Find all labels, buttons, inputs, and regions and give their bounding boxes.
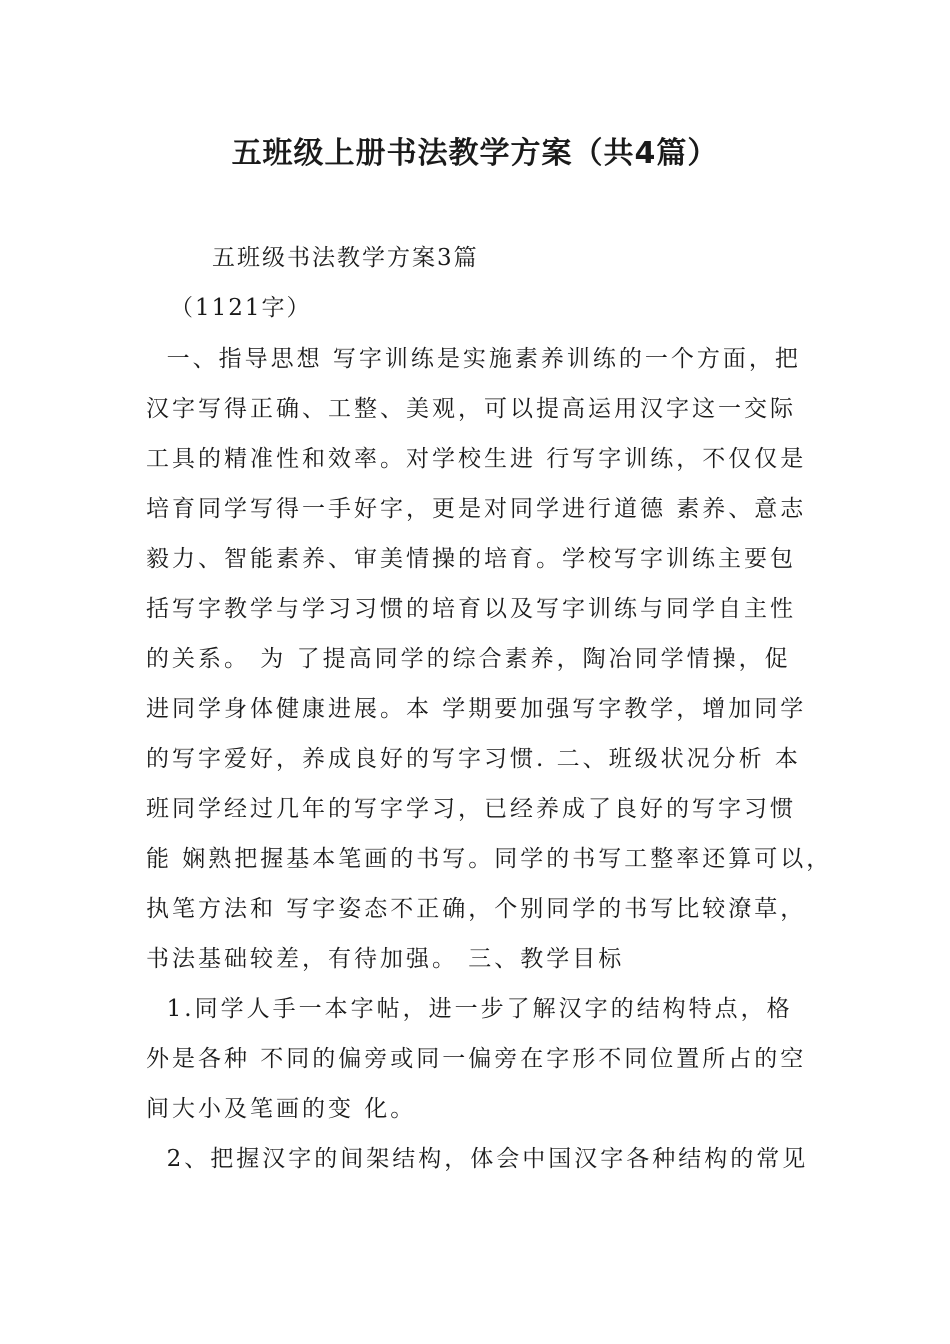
paragraph-3 bbox=[146, 1134, 826, 1184]
text-line: 括写字教学与学习习惯的培育以及写字训练与同学自主性 bbox=[146, 596, 796, 622]
paragraph-1 bbox=[146, 334, 833, 984]
text-line: 汉字写得正确、工整、美观，可以提高运用汉字这一交际 bbox=[146, 396, 796, 422]
text-line: 的写字爱好，养成良好的写字习惯. 二、班级状况分析 本 bbox=[146, 746, 801, 772]
word-count: （1121字） bbox=[170, 295, 312, 321]
text-line: 进同学身体健康进展。本 学期要加强写字教学，增加同学 bbox=[146, 696, 807, 722]
text-line: 培育同学写得一手好字，更是对同学进行道德 素养、意志 bbox=[146, 496, 807, 522]
text-line: 工具的精准性和效率。对学校生进 行写字训练，不仅仅是 bbox=[146, 446, 807, 472]
document-title: 五班级上册书法教学方案（共4篇） bbox=[231, 136, 719, 171]
document-subtitle: 五班级书法教学方案3篇 bbox=[212, 245, 479, 271]
text-line: 的关系。 为 了提高同学的综合素养，陶冶同学情操，促 bbox=[146, 646, 791, 672]
text-line: 一、指导思想 写字训练是实施素养训练的一个方面，把 bbox=[146, 346, 801, 372]
text-line: 间大小及笔画的变 化。 bbox=[146, 1096, 417, 1122]
paragraph-2 bbox=[146, 984, 826, 1134]
text-line: 班同学经过几年的写字学习，已经养成了良好的写字习惯 bbox=[146, 796, 796, 822]
text-line: 书法基础较差，有待加强。 三、教学目标 bbox=[146, 946, 625, 972]
text-line: 毅力、智能素养、审美情操的培育。学校写字训练主要包 bbox=[146, 546, 796, 572]
text-line: 1.同学人手一本字帖，进一步了解汉字的结构特点，格 bbox=[146, 996, 793, 1022]
text-line: 执笔方法和 写字姿态不正确，个别同学的书写比较潦草， bbox=[146, 896, 807, 922]
text-line: 2、把握汉字的间架结构，体会中国汉字各种结构的常见 bbox=[146, 1146, 809, 1172]
text-line: 外是各种 不同的偏旁或同一偏旁在字形不同位置所占的空 bbox=[146, 1046, 807, 1072]
text-line: 能 娴熟把握基本笔画的书写。同学的书写工整率还算可以， bbox=[146, 846, 833, 872]
